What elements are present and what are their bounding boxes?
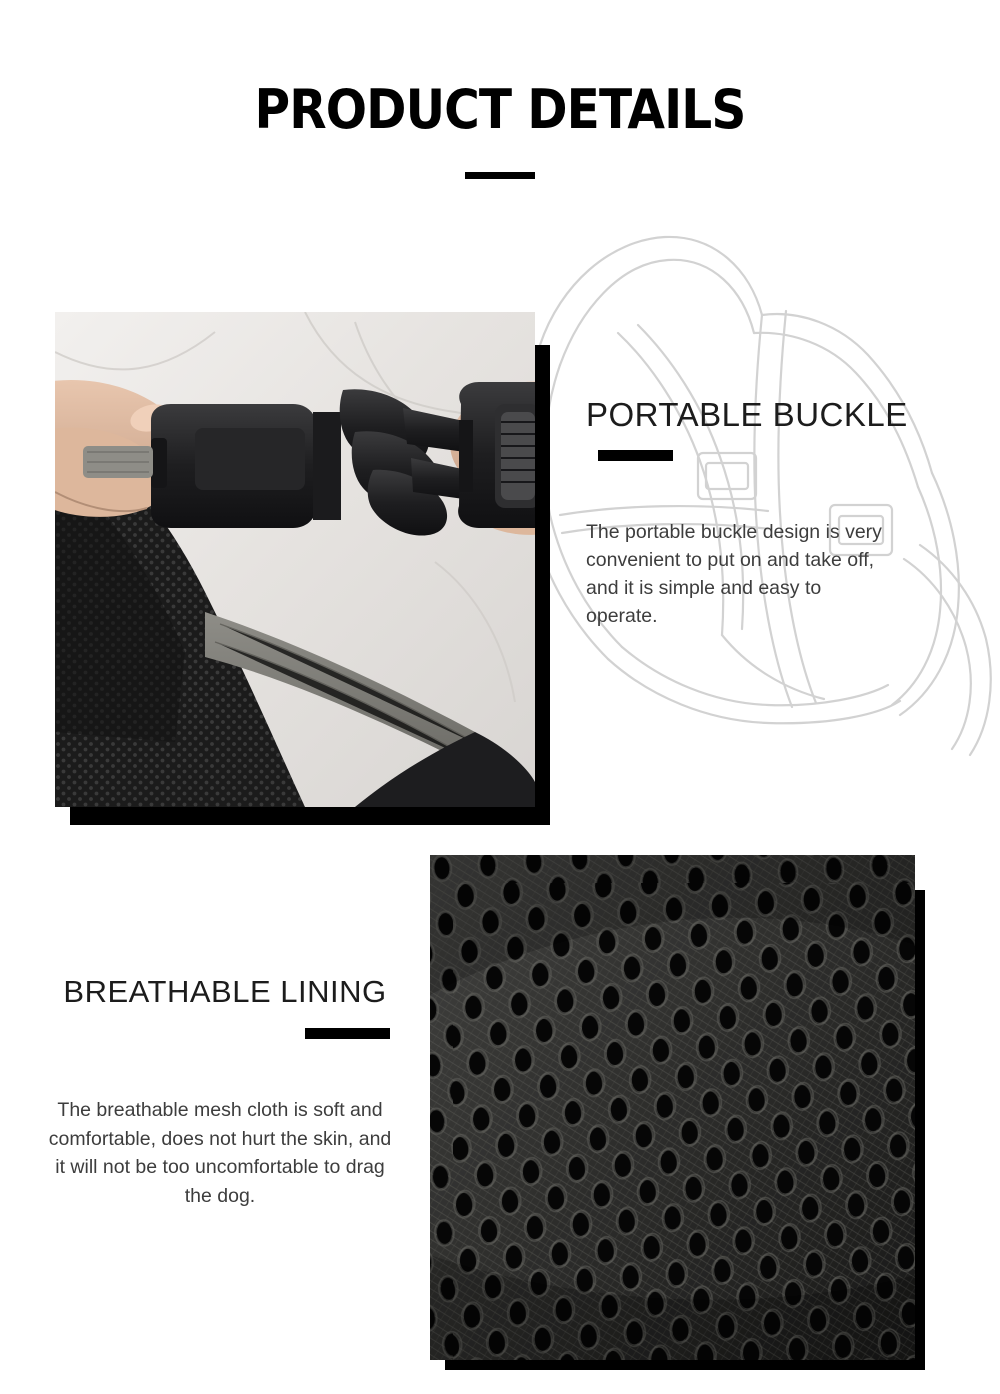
section-heading-breathable-lining: BREATHABLE LINING <box>63 974 387 1009</box>
title-underline-divider <box>465 172 535 179</box>
buckle-photo <box>55 312 535 807</box>
section-heading-portable-buckle: PORTABLE BUCKLE <box>586 396 908 433</box>
section-body-breathable-lining: The breathable mesh cloth is soft and comfortable, does not hurt the skin, and it will not be too uncomfortable to drag the dog. <box>48 1099 392 1207</box>
section-rule-breathable-lining <box>305 1028 390 1039</box>
section-body-portable-buckle: The portable buckle design is very convenient to put on and take off, and it is simple and easy to operate. <box>586 521 882 627</box>
section-rule-portable-buckle <box>598 450 673 461</box>
mesh-photo <box>430 855 915 1360</box>
page-title: PRODUCT DETAILS <box>254 78 746 141</box>
